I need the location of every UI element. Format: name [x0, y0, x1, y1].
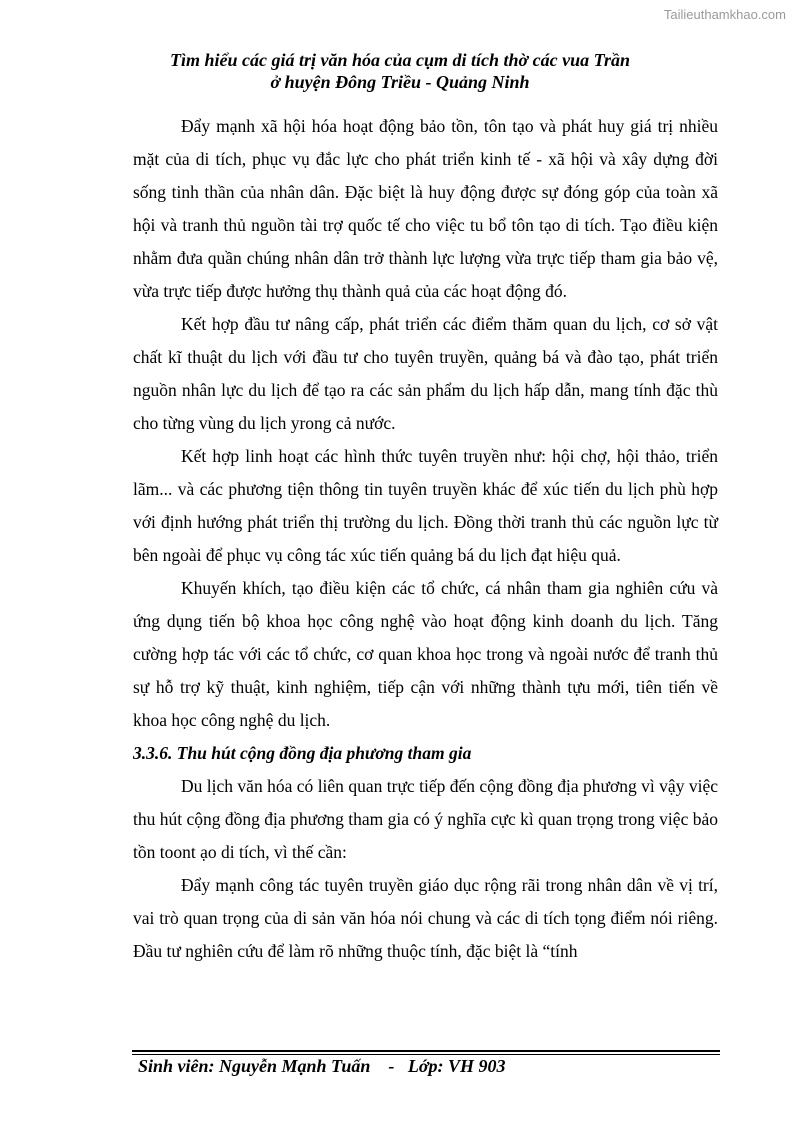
footer-rule-thick	[132, 1050, 720, 1052]
paragraph-6: Đẩy mạnh công tác tuyên truyền giáo dục rộng rãi trong nhân dân về vị trí, vai trò quan trọng của di sản văn hóa nói chung và các di tích tọng điểm nói riêng. Đầu tư nghiên cứu để làm rõ những thuộc tính, đặc biệt là “tính	[133, 875, 718, 961]
document-body	[133, 110, 718, 968]
paragraph-1: Đẩy mạnh xã hội hóa hoạt động bảo tồn, tôn tạo và phát huy giá trị nhiều mặt của di tích, phục vụ đắc lực cho phát triển kinh tế - xã hội và xây dựng đời sống tinh thần của nhân dân. Đặc biệt là huy động được sự đóng góp của toàn xã hội và tranh thủ nguồn tài trợ quốc tế cho việc tu bổ tôn tạo di tích. Tạo điều kiện nhằm đưa quần chúng nhân dân trở thành lực lượng vừa trực tiếp tham gia bảo vệ, vừa trực tiếp được hưởng thụ thành quả của các hoạt động đó.	[133, 116, 718, 301]
paragraph-2: Kết hợp đầu tư nâng cấp, phát triển các điểm thăm quan du lịch, cơ sở vật chất kĩ thuật du lịch với đầu tư cho tuyên truyền, quảng bá và đào tạo, phát triển nguồn nhân lực du lịch để tạo ra các sản phẩm du lịch hấp dẫn, mang tính đặc thù cho từng vùng du lịch yrong cả nước.	[133, 314, 718, 433]
watermark-text: Tailieuthamkhao.com	[663, 7, 786, 22]
header-line-2: ở huyện Đông Triều - Quảng Ninh	[270, 72, 530, 92]
page-footer: Sinh viên: Nguyễn Mạnh Tuấn - Lớp: VH 903	[138, 1056, 506, 1076]
paragraph-4: Khuyến khích, tạo điều kiện các tổ chức, cá nhân tham gia nghiên cứu và ứng dụng tiến bộ khoa học công nghệ vào hoạt động kinh doanh du lịch. Tăng cường hợp tác với các tổ chức, cơ quan khoa học trong và ngoài nước để tranh thủ sự hỗ trợ kỹ thuật, kinh nghiệm, tiếp cận với những thành tựu mới, tiên tiến về khoa học công nghệ du lịch.	[133, 578, 718, 730]
header-line-1: Tìm hiểu các giá trị văn hóa của cụm di tích thờ các vua Trần	[169, 50, 630, 70]
page-header	[120, 49, 680, 93]
section-heading: 3.3.6. Thu hút cộng đồng địa phương tham gia	[133, 743, 472, 763]
paragraph-3: Kết hợp linh hoạt các hình thức tuyên truyền như: hội chợ, hội thảo, triển lãm... và các phương tiện thông tin tuyên truyền khác để xúc tiến du lịch phù hợp với định hướng phát triển thị trường du lịch. Đồng thời tranh thủ các nguồn lực từ bên ngoài để phục vụ công tác xúc tiến quảng bá du lịch đạt hiệu quả.	[133, 446, 718, 565]
paragraph-5: Du lịch văn hóa có liên quan trực tiếp đến cộng đồng địa phương vì vậy việc thu hút cộng đồng địa phương tham gia có ý nghĩa cực kì quan trọng trong việc bảo tồn toont ạo di tích, vì thế cần:	[133, 776, 718, 862]
